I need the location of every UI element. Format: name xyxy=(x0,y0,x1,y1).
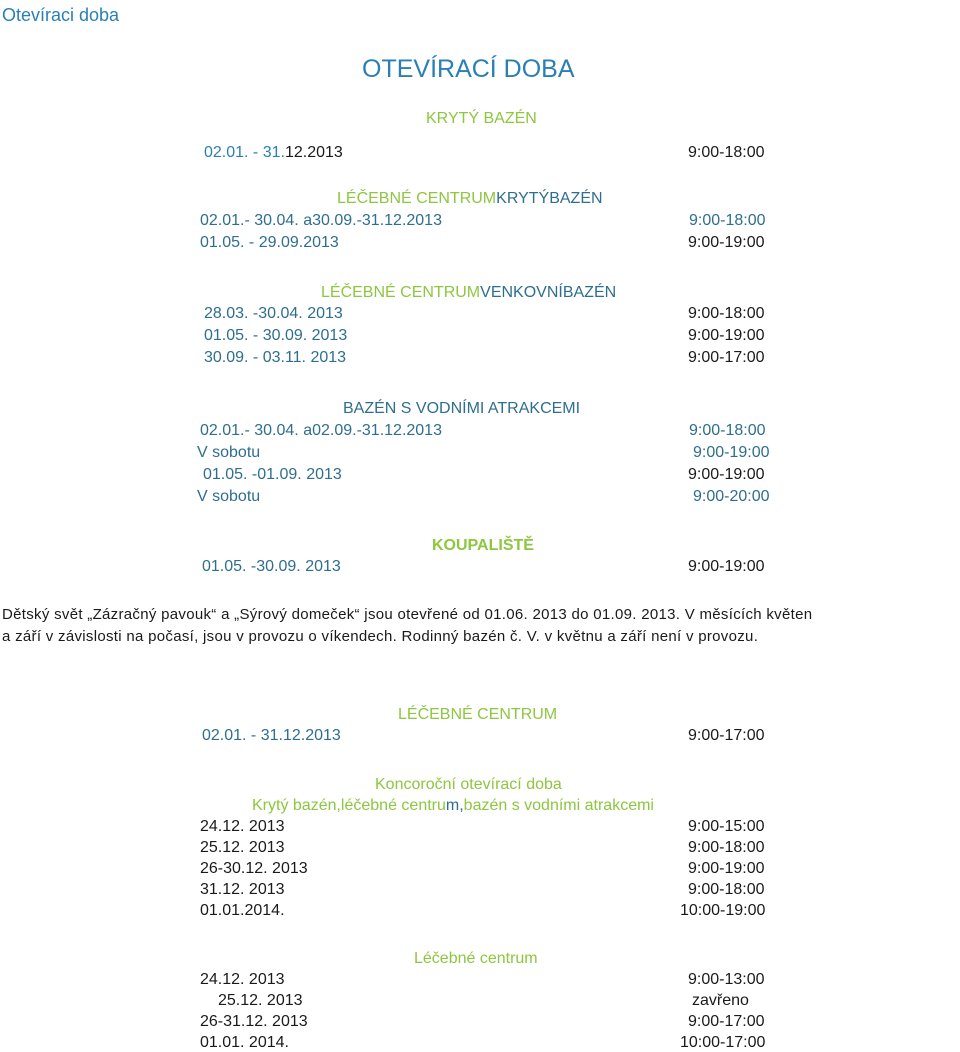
section-heading-koncorocni: Koncoroční otevírací doba xyxy=(375,776,562,793)
time-cell: 10:00-17:00 xyxy=(680,1034,766,1051)
subheading-part: bazén s vodními atrakcemi xyxy=(463,797,654,814)
time-cell: 9:00-19:00 xyxy=(688,466,765,483)
date-cell: 01.05. -30.09. 2013 xyxy=(202,558,341,575)
date-part: 02.01. - 31. xyxy=(204,144,285,161)
date-cell: 26-31.12. 2013 xyxy=(200,1013,308,1030)
date-cell: 02.01.- 30.04. a02.09.-31.12.2013 xyxy=(200,422,442,439)
time-cell: 9:00-19:00 xyxy=(693,444,770,461)
date-cell: 31.12. 2013 xyxy=(200,881,285,898)
main-title: OTEVÍRACÍ DOBA xyxy=(362,55,575,83)
date-cell: 25.12. 2013 xyxy=(200,839,285,856)
date-cell: V sobotu xyxy=(197,488,261,505)
heading-part: KRYTÝBAZÉN xyxy=(496,190,603,207)
time-cell: 9:00-18:00 xyxy=(689,212,766,229)
info-note-line: Dětský svět „Zázračný pavouk“ a „Sýrový domeček“ jsou otevřené od 01.06. 2013 do 01.09. 2013. V měsících květen xyxy=(2,606,813,623)
time-cell: 9:00-13:00 xyxy=(688,971,765,988)
time-cell: 9:00-17:00 xyxy=(688,727,765,744)
section-heading-atrakce: BAZÉN S VODNÍMI ATRAKCEMI xyxy=(343,400,581,417)
section-heading-kryty-bazen: KRYTÝ BAZÉN xyxy=(426,110,537,127)
date-cell: 25.12. 2013 xyxy=(218,992,303,1009)
time-cell: 9:00-18:00 xyxy=(688,881,765,898)
date-cell: 30.09. - 03.11. 2013 xyxy=(204,349,347,366)
date-cell: 01.01.2014. xyxy=(200,902,285,919)
time-cell: 9:00-19:00 xyxy=(688,558,765,575)
time-cell: 9:00-18:00 xyxy=(688,839,765,856)
date-cell: 01.01. 2014. xyxy=(200,1034,289,1051)
heading-part: LÉČEBNÉ CENTRUM xyxy=(337,190,497,207)
time-cell: 9:00-20:00 xyxy=(693,488,770,505)
date-cell: 24.12. 2013 xyxy=(200,971,285,988)
document-title: Otevíraci doba xyxy=(2,5,120,25)
date-cell: 24.12. 2013 xyxy=(200,818,285,835)
time-cell: 9:00-18:00 xyxy=(688,305,765,322)
time-cell: 9:00-19:00 xyxy=(688,234,765,251)
date-cell: 28.03. -30.04. 2013 xyxy=(204,305,343,322)
info-note-line: a září v závislosti na počasí, jsou v provozu o víkendech. Rodinný bazén č. V. v květnu a září není v provozu. xyxy=(2,628,759,645)
section-heading-lecebne-koncorocni: Léčebné centrum xyxy=(414,950,538,967)
time-cell: 9:00-15:00 xyxy=(688,818,765,835)
time-cell: 9:00-19:00 xyxy=(688,860,765,877)
subheading-part: Krytý bazén,léčebné centru xyxy=(252,797,446,814)
time-cell: 9:00-17:00 xyxy=(688,1013,765,1030)
date-cell: 02.01. - 31.12.2013 xyxy=(202,727,341,744)
time-cell: 9:00-18:00 xyxy=(688,144,765,161)
time-cell: zavřeno xyxy=(692,992,749,1009)
time-cell: 9:00-18:00 xyxy=(689,422,766,439)
section-heading-koupaliste: KOUPALIŠTĚ xyxy=(432,537,534,554)
section-heading-lecebne: LÉČEBNÉ CENTRUM xyxy=(398,706,558,723)
subheading-part: m, xyxy=(445,797,464,814)
section-subheading-koncorocni xyxy=(252,797,654,815)
date-cell xyxy=(204,144,343,162)
date-cell: 02.01.- 30.04. a30.09.-31.12.2013 xyxy=(200,212,442,229)
date-cell: 01.05. -01.09. 2013 xyxy=(203,466,342,483)
time-cell: 9:00-19:00 xyxy=(688,327,765,344)
date-part: 12.2013 xyxy=(284,144,343,161)
date-cell: 01.05. - 30.09. 2013 xyxy=(204,327,348,344)
time-cell: 10:00-19:00 xyxy=(680,902,766,919)
heading-part: LÉČEBNÉ CENTRUM xyxy=(321,284,481,301)
date-cell: V sobotu xyxy=(197,444,261,461)
date-cell: 26-30.12. 2013 xyxy=(200,860,308,877)
section-heading-lecebne-kryty xyxy=(337,190,603,208)
heading-part: VENKOVNÍBAZÉN xyxy=(480,284,617,301)
time-cell: 9:00-17:00 xyxy=(688,349,765,366)
date-cell: 01.05. - 29.09.2013 xyxy=(200,234,339,251)
section-heading-lecebne-venkovni xyxy=(321,284,616,302)
